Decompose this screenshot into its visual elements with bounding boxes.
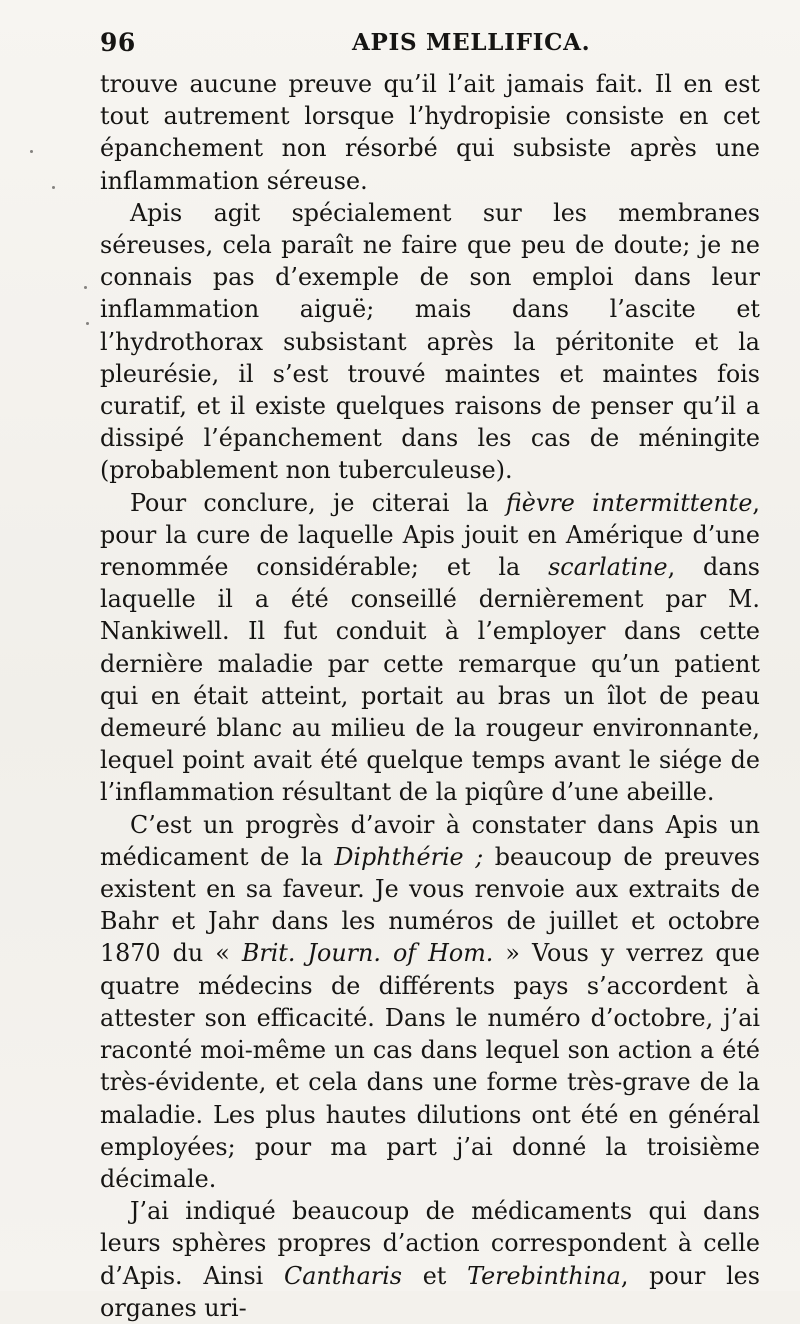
text-run: , dans laquelle il a été conseillé dernièrement par M. Nankiwell. Il fut conduit à l’employer dans cette dernière maladie par cette remarque qu’un patient qui en était atteint, portait au bras un îlot de peau demeuré blanc au milieu de la rougeur environnante, lequel point avait été quelque temps avant le siége de l’inflammation résultant de la piqûre d’une abeille.	[100, 553, 760, 807]
ink-speck	[84, 286, 87, 289]
paragraph	[100, 197, 760, 487]
text-run: , pour les organes uri-	[100, 1261, 760, 1322]
page-number: 96	[100, 28, 136, 57]
text-run: » Vous y verrez que quatre médecins de différents pays s’accordent à attester son efficacité. Dans le numéro d’octobre, j’ai raconté moi-même un cas dans lequel son action a été très-évidente, et cela dans une forme très-grave de la maladie. Les plus hautes dilutions ont été en général employées; pour ma part j’ai donné la troisième décimale.	[100, 939, 761, 1193]
text-run: beaucoup de preuves existent en sa faveur. Je vous renvoie aux extraits de Bahr et Jahr dans les numéros de juillet et octobre 1870 du «	[100, 842, 761, 968]
italic-text-run: Diphthérie ;	[334, 842, 484, 871]
text-run: C’est un progrès d’avoir à constater dans Apis un médicament de la	[100, 810, 760, 871]
text-run: Pour conclure, je citerai la	[130, 488, 506, 517]
ink-speck	[86, 322, 89, 325]
paragraph	[100, 68, 760, 197]
page-header	[100, 28, 750, 60]
text-run: J’ai indiqué beaucoup de médicaments qui dans leurs sphères propres d’action correspondent à celle d’Apis. Ainsi	[100, 1197, 760, 1290]
italic-text-run: scarlatine	[548, 553, 668, 582]
italic-text-run: Cantharis	[283, 1261, 402, 1290]
ink-speck	[30, 150, 33, 153]
text-run: Apis agit spécialement sur les membranes séreuses, cela paraît ne faire que peu de doute; je ne connais pas d’exemple de son emploi dans leur inflammation aiguë; mais dans l’ascite et l’hydrothorax subsistant après la péritonite et la pleurésie, il s’est trouvé maintes et maintes fois curatif, et il existe quelques raisons de penser qu’il a dissipé l’épanchement dans les cas de méningite (probablement non tuberculeuse).	[100, 198, 760, 485]
text-run: et	[401, 1261, 468, 1290]
paragraph	[100, 809, 760, 1195]
paragraph	[100, 487, 760, 809]
body-text	[100, 68, 760, 1324]
paragraph	[100, 1195, 760, 1324]
italic-text-run: fièvre intermittente	[505, 488, 753, 517]
text-run: , pour la cure de laquelle Apis jouit en Amérique d’une renommée considérable; et la	[100, 488, 760, 582]
italic-text-run: Brit. Journ. of Hom.	[241, 939, 494, 968]
running-title: APIS MELLIFICA.	[352, 29, 591, 56]
text-run: trouve aucune preuve qu’il l’ait jamais fait. Il en est tout autrement lorsque l’hydropisie consiste en cet épanchement non résorbé qui subsiste après une inflammation séreuse.	[100, 70, 760, 195]
ink-speck	[52, 186, 55, 189]
italic-text-run: Terebinthina	[467, 1261, 621, 1290]
